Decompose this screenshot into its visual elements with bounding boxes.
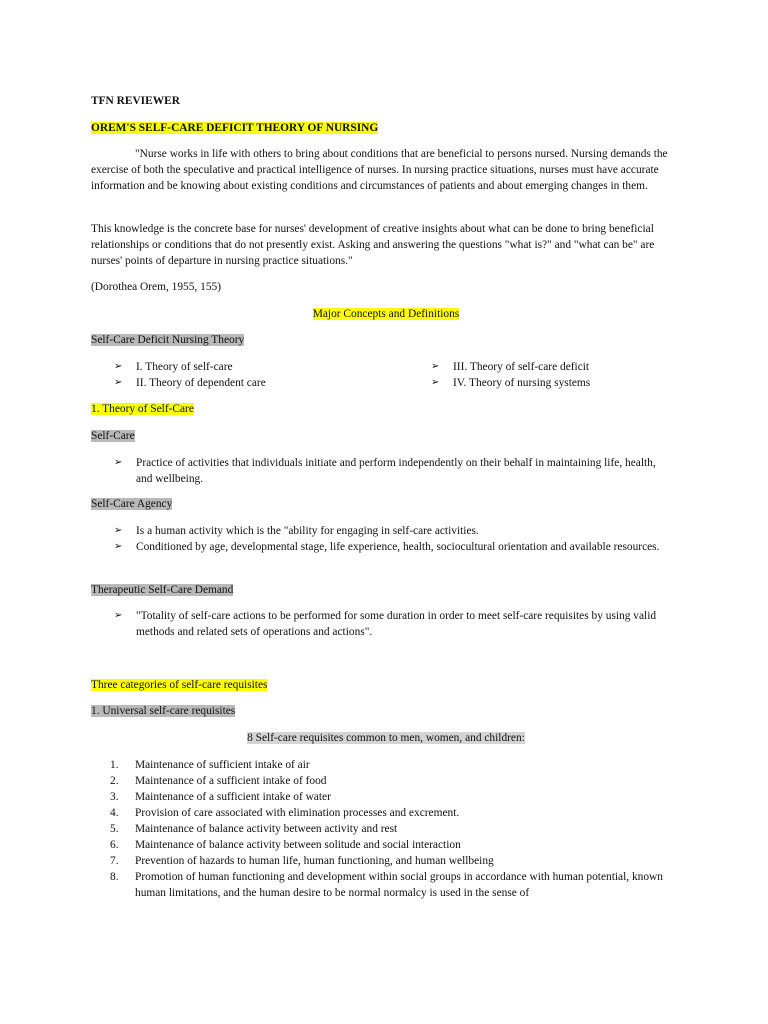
citation: (Dorothea Orem, 1955, 155) [91, 281, 222, 293]
list-item [110, 837, 670, 853]
arrow-bullet-icon: ➢ [114, 541, 123, 552]
demand-item-label: "Totality of self-care actions to be performed for some duration in order to meet self-care requisites by using valid methods and related sets of operations and actions". [136, 610, 657, 638]
theory-heading-wrap [91, 120, 681, 136]
sdnt-item-2 [114, 375, 394, 391]
list-item-text: Maintenance of a sufficient intake of water [135, 791, 331, 803]
sdnt-heading: Self-Care Deficit Nursing Theory [91, 334, 245, 346]
agency-heading: Self-Care Agency [91, 498, 173, 510]
agency-item-label: Is a human activity which is the "ability for engaging in self-care activities. [136, 525, 479, 537]
agency-item-label: Conditioned by age, developmental stage, life experience, health, sociocultural orientation and available resources. [136, 541, 660, 553]
list-item [110, 805, 670, 821]
demand-item-1 [114, 608, 674, 640]
self-care-item-1 [114, 455, 674, 487]
demand-heading: Therapeutic Self-Care Demand [91, 584, 234, 596]
intro-paragraph-1: "Nurse works in life with others to bring about conditions that are beneficial to persons nursed. Nursing demands the exercise of both the speculative and practical intelligence of nurses. In nursing practice situations, nurses must have accurate information and be knowing about existing conditions and circumstances of patients and about emerging changes in them. [91, 148, 668, 192]
major-concepts-wrap [91, 306, 681, 322]
sdnt-item-label: III. Theory of self-care deficit [453, 361, 590, 373]
list-item-text: Maintenance of balance activity between solitude and social interaction [135, 839, 461, 851]
list-item-text: Prevention of hazards to human life, human functioning, and human wellbeing [135, 855, 494, 867]
list-item [110, 789, 670, 805]
arrow-bullet-icon: ➢ [114, 525, 123, 536]
arrow-bullet-icon: ➢ [114, 457, 123, 468]
self-care-item-label: Practice of activities that individuals initiate and perform independently on their behalf in maintaining life, health, and wellbeing. [136, 457, 656, 485]
list-number: 1. [110, 759, 119, 771]
arrow-bullet-icon: ➢ [114, 610, 123, 621]
list-number: 5. [110, 823, 119, 835]
categories-heading: Three categories of self-care requisites [91, 679, 268, 691]
list-number: 8. [110, 871, 119, 883]
list-number: 4. [110, 807, 119, 819]
eight-title-wrap [91, 730, 681, 746]
agency-item-1 [114, 523, 674, 539]
list-item [110, 757, 670, 773]
theory1-heading: 1. Theory of Self-Care [91, 403, 194, 415]
list-item-text: Provision of care associated with elimination processes and excrement. [135, 807, 460, 819]
list-number: 6. [110, 839, 119, 851]
list-number: 2. [110, 775, 119, 787]
major-concepts-heading: Major Concepts and Definitions [312, 308, 460, 320]
list-item [110, 821, 670, 837]
theory1-heading-wrap [91, 401, 681, 417]
theory-heading: OREM'S SELF-CARE DEFICIT THEORY OF NURSING [91, 122, 379, 134]
arrow-bullet-icon: ➢ [114, 377, 123, 388]
list-item-text: Maintenance of a sufficient intake of food [135, 775, 327, 787]
demand-heading-wrap [91, 582, 681, 598]
categories-heading-wrap [91, 677, 681, 693]
list-item-text: Maintenance of balance activity between activity and rest [135, 823, 398, 835]
list-item [110, 853, 670, 869]
universal-heading-wrap [91, 703, 681, 719]
sdnt-item-3 [431, 359, 691, 375]
list-item [110, 869, 670, 901]
arrow-bullet-icon: ➢ [431, 361, 440, 372]
self-care-heading: Self-Care [91, 430, 135, 442]
intro-paragraph-2: This knowledge is the concrete base for nurses' development of creative insights about what can be done to bring beneficial relationships or conditions that do not presently exist. Asking and answering the questions "what is?" and "what can be" are nurses' points of departure in nursing practice situations." [91, 223, 655, 267]
list-item-text: Promotion of human functioning and development within social groups in accordance with human potential, known human limitations, and the human desire to be normal normalcy is used in the sense of [135, 871, 663, 899]
document-title: TFN REVIEWER [91, 95, 180, 107]
arrow-bullet-icon: ➢ [431, 377, 440, 388]
list-number: 3. [110, 791, 119, 803]
arrow-bullet-icon: ➢ [114, 361, 123, 372]
list-number: 7. [110, 855, 119, 867]
sdnt-item-label: IV. Theory of nursing systems [453, 377, 591, 389]
sdnt-heading-wrap [91, 332, 681, 348]
agency-heading-wrap [91, 496, 681, 512]
universal-heading: 1. Universal self-care requisites [91, 705, 236, 717]
sdnt-item-label: I. Theory of self-care [136, 361, 233, 373]
self-care-heading-wrap [91, 428, 681, 444]
list-item-text: Maintenance of sufficient intake of air [135, 759, 310, 771]
sdnt-item-4 [431, 375, 691, 391]
agency-item-2 [114, 539, 674, 555]
eight-requisites-title: 8 Self-care requisites common to men, women, and children: [247, 732, 525, 744]
list-item [110, 773, 670, 789]
sdnt-item-1 [114, 359, 394, 375]
sdnt-item-label: II. Theory of dependent care [136, 377, 266, 389]
